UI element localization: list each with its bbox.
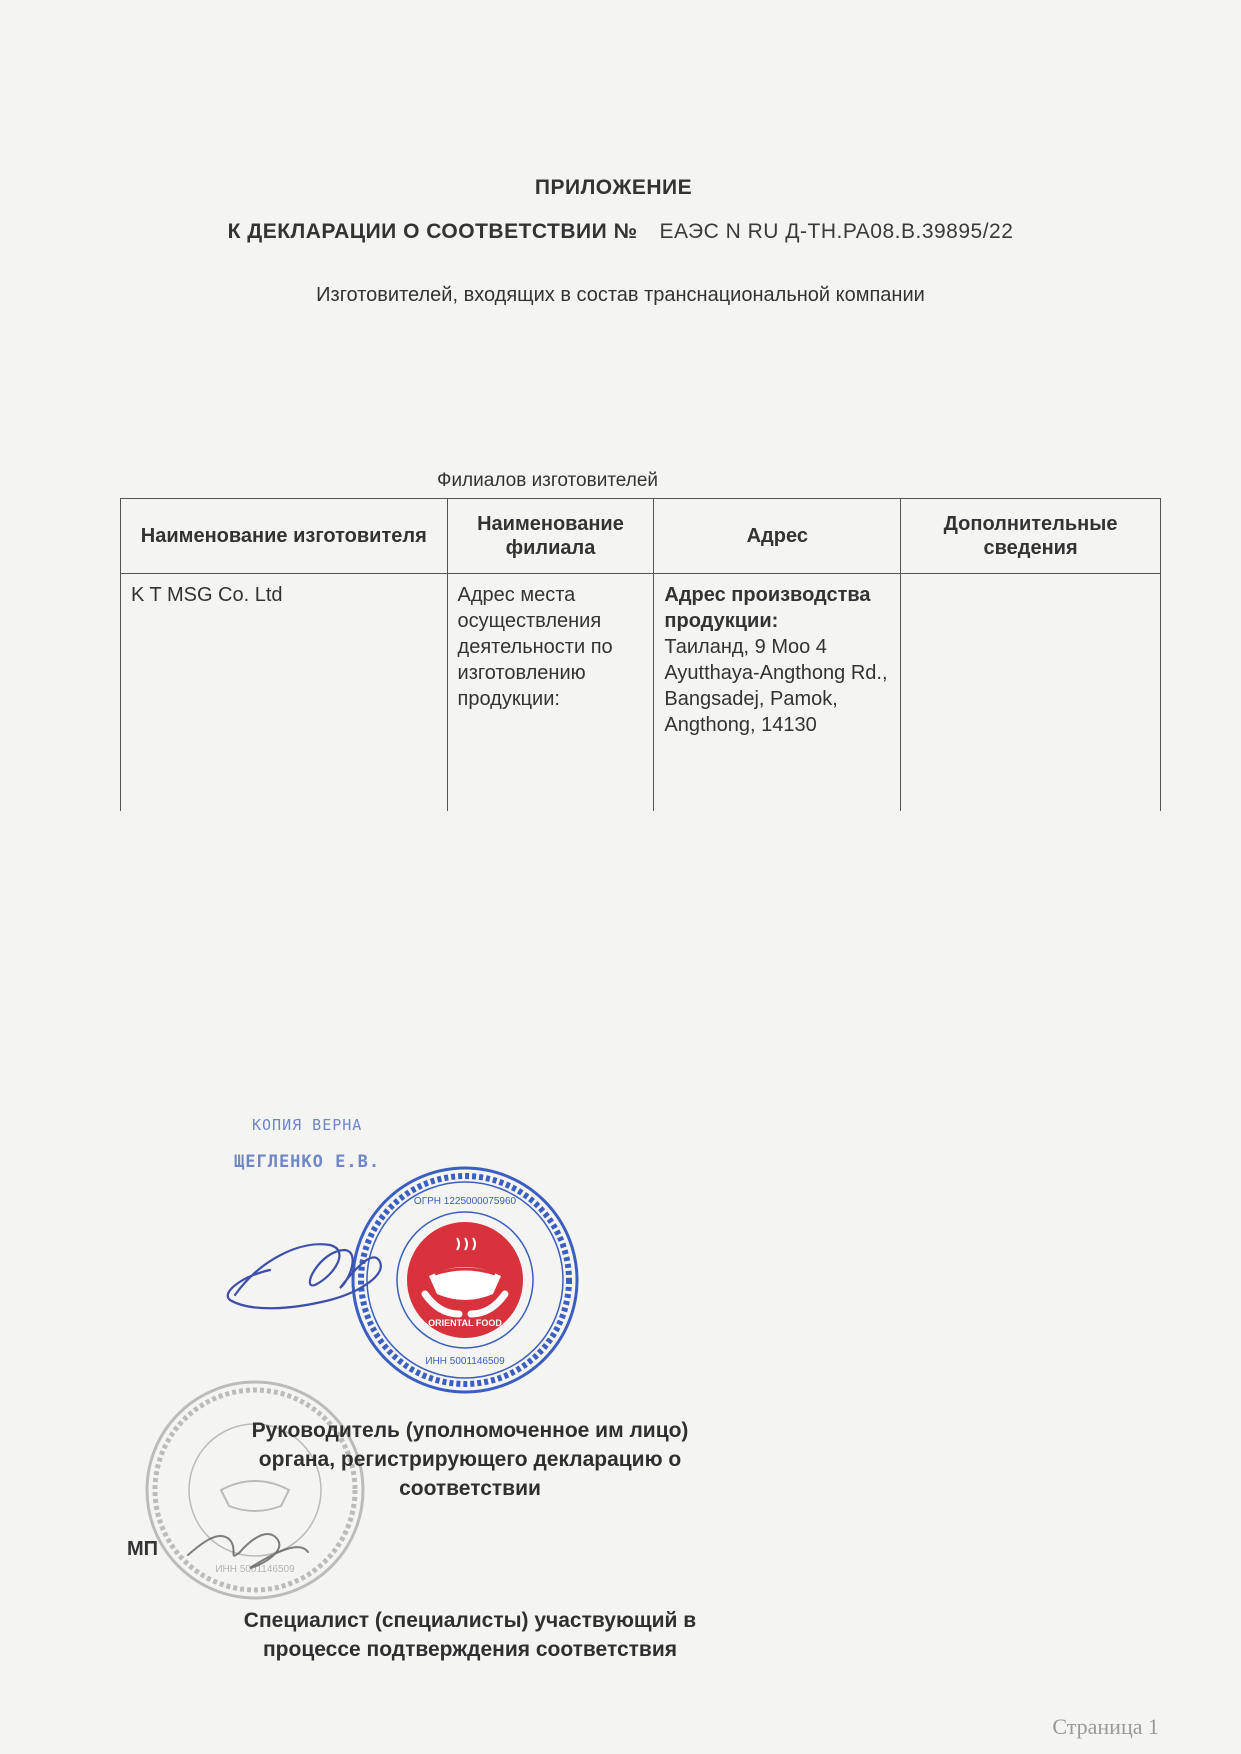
svg-text:ИНН 5001146509: ИНН 5001146509 [215, 1564, 295, 1575]
address-value: Таиланд, 9 Moo 4 Ayutthaya-Angthong Rd., Bangsadej, Pamok, Angthong, 14130 [664, 636, 888, 736]
mp-label: МП [127, 1538, 159, 1560]
head-signature-caption: Руководитель (уполномоченное им лицо) органа, регистрирующего декларацию о соответствии [251, 1419, 689, 1500]
column-header-branch: Наименование филиала [447, 499, 654, 574]
declaration-label: К ДЕКЛАРАЦИИ О СООТВЕТСТВИИ № [227, 220, 638, 243]
cell-manufacturer: K T MSG Co. Ltd [121, 574, 448, 812]
table-caption: Филиалов изготовителей [437, 470, 659, 491]
document-title: ПРИЛОЖЕНИЕ [534, 176, 693, 199]
seal-ogrn: ОГРН 1225000075960 [413, 1196, 517, 1207]
address-label: Адрес производства продукции: [664, 584, 871, 632]
signature-icon [188, 1534, 308, 1568]
cell-branch: Адрес места осуществления деятельности по изготовлению продукции: [447, 574, 654, 812]
page-number: Страница 1 [1052, 1714, 1159, 1739]
seal-inn: ИНН 5001146509 [425, 1356, 505, 1367]
document-subtitle: Изготовителей, входящих в состав транснациональной компании [316, 284, 925, 306]
column-header-address: Адрес [654, 499, 901, 574]
signature-icon [228, 1244, 381, 1308]
copy-stamp-line1: КОПИЯ ВЕРНА [252, 1116, 363, 1134]
specialist-signature-caption: Специалист (специалисты) участвующий в процессе подтверждения соответствия [243, 1609, 697, 1661]
declaration-number: ЕАЭС N RU Д-TH.PA08.B.39895/22 [659, 220, 1014, 243]
column-header-extra: Дополнительные сведения [901, 499, 1161, 574]
seal-brand: ORIENTAL FOOD [428, 1318, 502, 1328]
copy-stamp-line2: ЩЕГЛЕНКО Е.В. [234, 1152, 381, 1172]
company-seal-icon [353, 1168, 577, 1392]
column-header-manufacturer: Наименование изготовителя [121, 499, 448, 574]
